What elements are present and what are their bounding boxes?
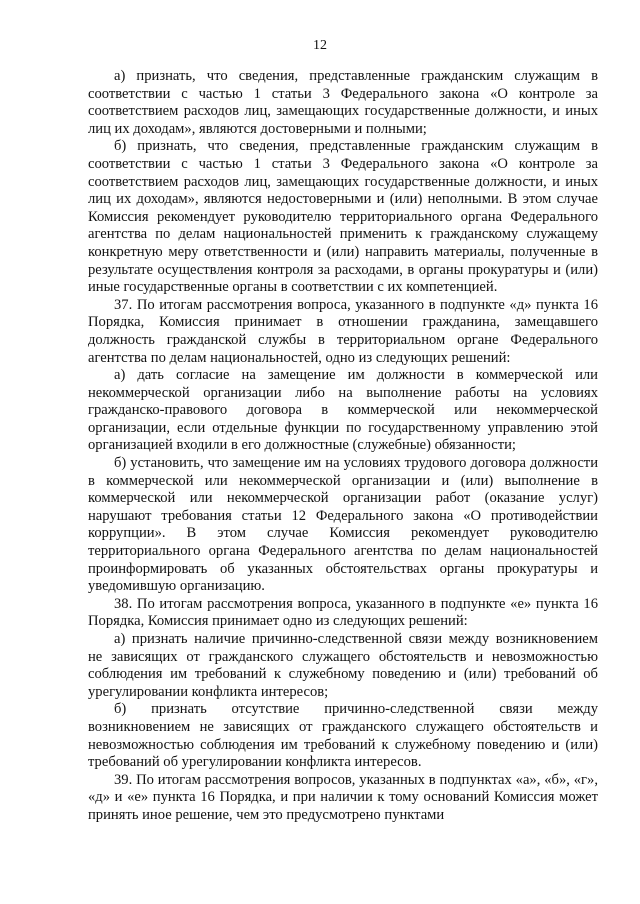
paragraph-39: 39. По итогам рассмотрения вопросов, указанных в подпунктах «а», «б», «г», «д» и «е» пункта 16 Порядка, и при наличии к тому оснований Комиссия может принять иное решение, чем это предусмотрено пунктами: [88, 771, 598, 823]
page-number: 12: [313, 38, 327, 53]
paragraph-37: 37. По итогам рассмотрения вопроса, указанного в подпункте «д» пункта 16 Порядка, Комиссия принимает в отношении гражданина, замещавшего должность гражданской службы в территориальном органе Федерального агентства по делам национальностей, одно из следующих решений:: [88, 296, 598, 366]
paragraph-37b: б) установить, что замещение им на условиях трудового договора должности в коммерческой или некоммерческой организации и (или) выполнение в коммерческой или некоммерческой организации работ (оказание услуг) нарушают требования статьи 12 Федерального закона «О противодействии коррупции». В этом случае Комиссия рекомендует руководителю территориального органа Федерального агентства по делам национальностей проинформировать об указанных обстоятельствах органы прокуратуры и уведомившую организацию.: [88, 455, 598, 595]
document-body: [88, 68, 598, 825]
paragraph-36a: а) признать, что сведения, представленные гражданским служащим в соответствии с частью 1 статьи 3 Федерального закона «О контроле за соответствием расходов лиц, замещающих государственные должности, и иных лиц их доходам», являются достоверными и полными;: [88, 68, 598, 137]
paragraph-38: 38. По итогам рассмотрения вопроса, указанного в подпункте «е» пункта 16 Порядка, Комиссия принимает одно из следующих решений:: [88, 595, 598, 630]
paragraph-37a: а) дать согласие на замещение им должности в коммерческой или некоммерческой организации либо на выполнение работы на условиях гражданско-правового договора в коммерческой или некоммерческой организации, если отдельные функции по государственному управлению этой организацией входили в его должностные (служебные) обязанности;: [88, 367, 598, 454]
paragraph-38a: а) признать наличие причинно-следственной связи между возникновением не зависящих от гражданского служащего обстоятельств и невозможностью соблюдения им требований к служебному поведению и (или) требований об урегулировании конфликта интересов;: [88, 631, 598, 700]
paragraph-36b: б) признать, что сведения, представленные гражданским служащим в соответствии с частью 1 статьи 3 Федерального закона «О контроле за соответствием расходов лиц, замещающих государственные должности, и иных лиц их доходам», являются недостоверными и (или) неполными. В этом случае Комиссия рекомендует руководителю территориального органа Федерального агентства по делам национальностей применить к гражданскому служащему конкретную меру ответственности и (или) направить материалы, полученные в результате осуществления контроля за расходами, в органы прокуратуры и (или) иные государственные органы в соответствии с их компетенцией.: [88, 138, 598, 296]
paragraph-38b: б) признать отсутствие причинно-следственной связи между возникновением не зависящих от гражданского служащего обстоятельств и невозможностью соблюдения им требований к служебному поведению и (или) требований об урегулировании конфликта интересов.: [88, 701, 598, 771]
